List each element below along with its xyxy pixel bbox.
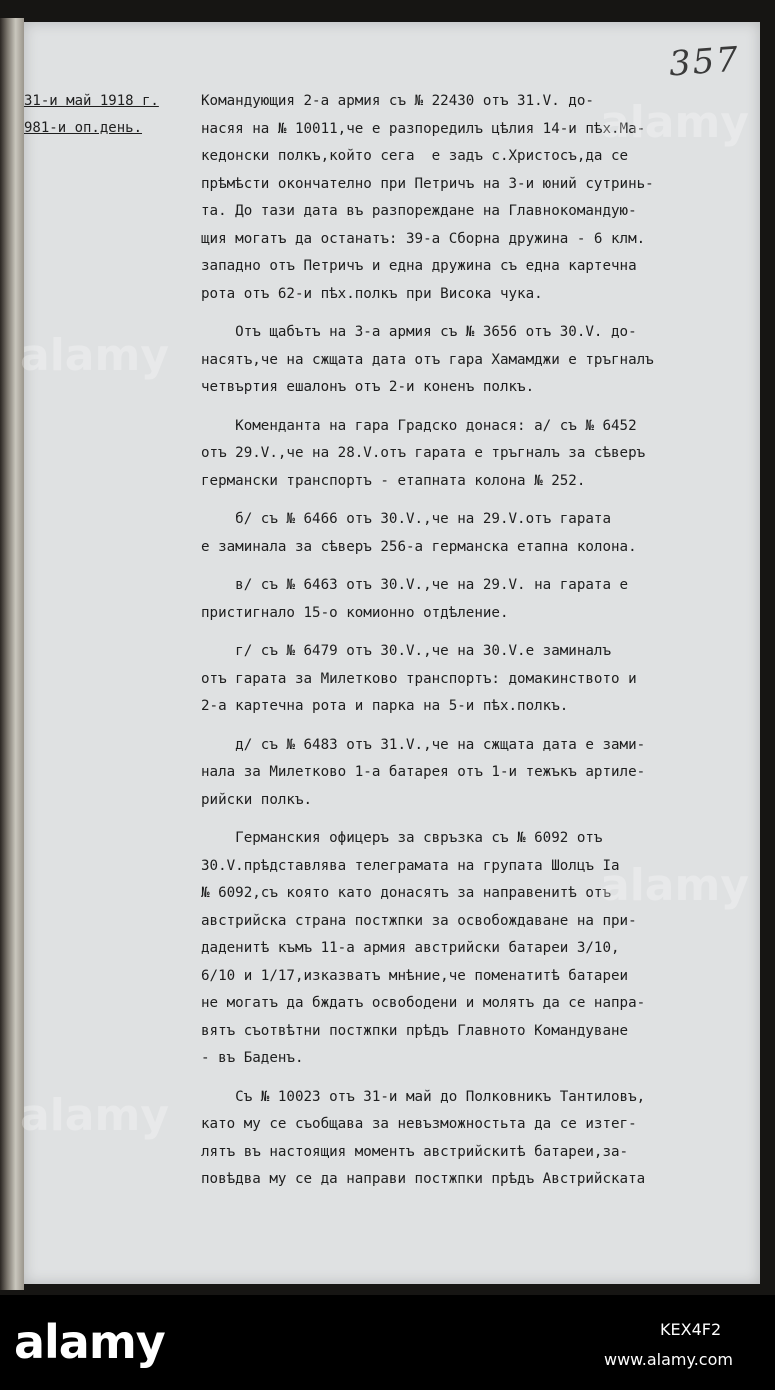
alamy-logo: alamy	[14, 1315, 165, 1369]
stock-footer	[0, 1295, 775, 1390]
text-line: даденитѣ къмъ 11-а армия австрийски батареи 3/10,	[201, 940, 620, 956]
text-line: четвъртия ешалонъ отъ 2-и коненъ полкъ.	[201, 379, 535, 395]
text-line: рота отъ 62-и пѣх.полкъ при Висока чука.	[201, 285, 543, 302]
image-id: KEX4F2	[660, 1320, 722, 1339]
document-body	[201, 88, 754, 1194]
book-binding	[0, 18, 24, 1290]
text-line: Германския офицеръ за свръзка съ № 6092 отъ	[201, 830, 603, 846]
text-line: като му се съобщава за невъзможностьта да се изтег-	[201, 1116, 637, 1132]
margin-note-date: 31-и май 1918 г.	[24, 93, 159, 109]
text-line: пристигнало 15-о комионно отдѣление.	[201, 604, 509, 621]
document-page	[24, 22, 760, 1284]
text-line: в/ съ № 6463 отъ 30.V.,че на 29.V. на гарата е	[201, 577, 629, 593]
text-line: щия могатъ да останатъ: 39-а Сборна дружина - 6 клм.	[201, 230, 646, 247]
text-line: г/ съ № 6479 отъ 30.V.,че на 30.V.е заминалъ	[201, 643, 611, 659]
text-line: насяя на № 10011,че е разпоредилъ цѣлия 14-и пѣх.Ма-	[201, 120, 646, 137]
text-line: Отъ щабътъ на 3-а армия съ № 3656 отъ 30.V. до-	[201, 324, 637, 340]
text-line: не могатъ да бждатъ освободени и молятъ да се напра-	[201, 995, 646, 1011]
text-line: б/ съ № 6466 отъ 30.V.,че на 29.V.отъ гарата	[201, 511, 611, 527]
text-line: д/ съ № 6483 отъ 31.V.,че на сжщата дата е зами-	[201, 736, 646, 753]
text-line: 6/10 и 1/17,изказватъ мнѣние,че поменатитѣ батареи	[201, 967, 629, 984]
text-line: прѣмѣсти окончателно при Петричъ на 3-и юний сутринь-	[201, 175, 654, 192]
paragraph-gap	[201, 495, 754, 506]
paragraph-gap	[201, 402, 754, 413]
text-line: нала за Милетково 1-а батарея отъ 1-и тежъкъ артиле-	[201, 764, 646, 780]
text-line: отъ 29.V.,че на 28.V.отъ гарата е тръгналъ за сѣверъ	[201, 445, 646, 461]
text-line: австрийска страна постжпки за освобождаване на при-	[201, 912, 637, 929]
watermark-text: alamy	[600, 97, 749, 148]
text-line: 30.V.прѣдставлява телеграмата на групата Шолцъ Iа	[201, 857, 620, 874]
text-line: насятъ,че на сжщата дата отъ гара Хамамджи е тръгналъ	[201, 351, 654, 368]
text-line: Коменданта на гара Градско донася: а/ съ № 6452	[201, 417, 637, 434]
text-line: Съ № 10023 отъ 31-и май до Полковникъ Тантиловъ,	[201, 1088, 646, 1105]
text-line: отъ гарата за Милетково транспортъ: домакинството и	[201, 670, 637, 687]
text-line: - въ Баденъ.	[201, 1050, 304, 1066]
watermark-text: alamy	[20, 330, 169, 381]
margin-note-day: 981-и оп.день.	[24, 120, 143, 136]
text-line: та. До тази дата въ разпореждане на Главнокомандую-	[201, 203, 637, 219]
text-line: № 6092,съ която като донасятъ за направенитѣ отъ	[201, 885, 611, 901]
margin-note	[24, 88, 159, 142]
paragraph-gap	[201, 561, 754, 572]
text-line: германски транспортъ - етапната колона № 252.	[201, 472, 586, 489]
site-url: www.alamy.com	[604, 1350, 733, 1369]
text-line: вятъ съотвѣтни постжпки прѣдъ Главното Командуване	[201, 1022, 629, 1039]
text-line: кедонски полкъ,който сега е задъ с.Христосъ,да се	[201, 148, 629, 164]
text-line: 2-а картечна рота и парка на 5-и пѣх.полкъ.	[201, 698, 569, 714]
text-line: е заминала за сѣверъ 256-а германска етапна колона.	[201, 538, 637, 555]
watermark-text: alamy	[20, 1090, 169, 1141]
paragraph-gap	[201, 308, 754, 319]
page-number: 357	[667, 39, 742, 85]
paragraph-gap	[201, 627, 754, 638]
text-line: повѣдва му се да направи постжпки прѣдъ Австрийската	[201, 1171, 646, 1187]
watermark-text: alamy	[600, 860, 749, 911]
text-line: Командующия 2-а армия съ № 22430 отъ 31.V. до-	[201, 93, 594, 109]
text-line: лятъ въ настоящия моментъ австрийскитѣ батареи,за-	[201, 1143, 629, 1160]
paragraph-gap	[201, 1073, 754, 1084]
text-line: западно отъ Петричъ и една дружина съ една картечна	[201, 258, 637, 274]
paragraph-gap	[201, 814, 754, 825]
text-line: рийски полкъ.	[201, 791, 313, 808]
paragraph-gap	[201, 721, 754, 732]
